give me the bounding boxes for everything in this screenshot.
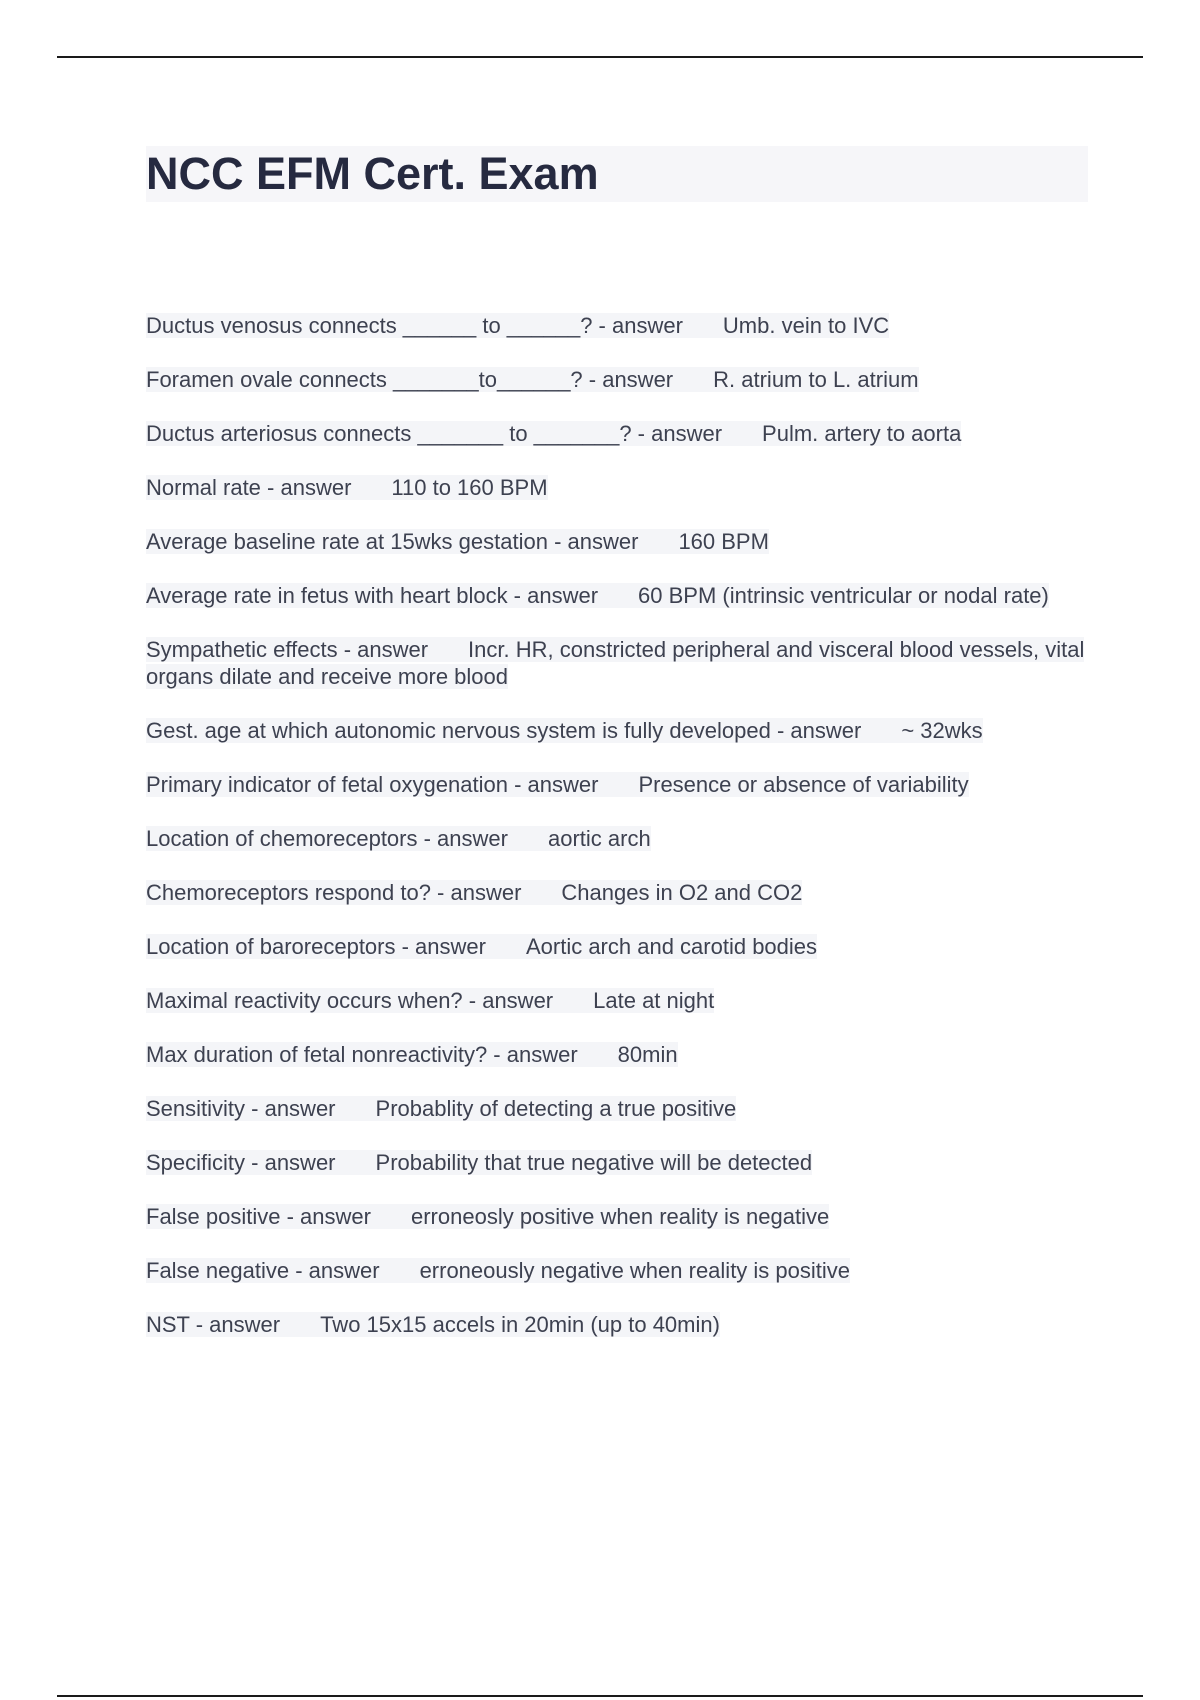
qa-answer: Incr. HR, constricted peripheral and visceral blood vessels, vital organs dilate and receive more blood bbox=[146, 637, 1085, 689]
qa-question: Average rate in fetus with heart block - answer bbox=[146, 583, 599, 608]
qa-answer: Presence or absence of variability bbox=[638, 772, 969, 797]
qa-question: Sympathetic effects - answer bbox=[146, 637, 429, 662]
qa-item bbox=[146, 420, 1088, 447]
qa-item bbox=[146, 474, 1088, 501]
qa-answer: erroneously negative when reality is positive bbox=[419, 1258, 851, 1283]
qa-answer: 160 BPM bbox=[678, 529, 769, 554]
qa-item bbox=[146, 366, 1088, 393]
qa-item bbox=[146, 528, 1088, 555]
qa-question: Gest. age at which autonomic nervous system is fully developed - answer bbox=[146, 718, 862, 743]
qa-answer: Two 15x15 accels in 20min (up to 40min) bbox=[320, 1312, 720, 1337]
qa-question: Location of baroreceptors - answer bbox=[146, 934, 486, 959]
qa-answer: Pulm. artery to aorta bbox=[762, 421, 962, 446]
qa-question: Specificity - answer bbox=[146, 1150, 336, 1175]
qa-answer: Probablity of detecting a true positive bbox=[375, 1096, 737, 1121]
qa-answer: 60 BPM (intrinsic ventricular or nodal rate) bbox=[638, 583, 1049, 608]
qa-question: False negative - answer bbox=[146, 1258, 380, 1283]
qa-item bbox=[146, 312, 1088, 339]
qa-item bbox=[146, 825, 1088, 852]
top-divider bbox=[57, 56, 1143, 58]
qa-item bbox=[146, 879, 1088, 906]
qa-item bbox=[146, 1257, 1088, 1284]
qa-item bbox=[146, 1203, 1088, 1230]
qa-item bbox=[146, 1311, 1088, 1338]
qa-item bbox=[146, 933, 1088, 960]
qa-question: Foramen ovale connects _______to______? - answer bbox=[146, 367, 674, 392]
qa-item bbox=[146, 636, 1088, 690]
qa-question: Primary indicator of fetal oxygenation - answer bbox=[146, 772, 599, 797]
qa-item bbox=[146, 1041, 1088, 1068]
qa-question: Max duration of fetal nonreactivity? - answer bbox=[146, 1042, 578, 1067]
qa-list bbox=[146, 312, 1088, 1365]
qa-answer: 80min bbox=[617, 1042, 678, 1067]
qa-answer: erroneosly positive when reality is negative bbox=[410, 1204, 830, 1229]
qa-answer: Changes in O2 and CO2 bbox=[561, 880, 803, 905]
qa-question: Sensitivity - answer bbox=[146, 1096, 336, 1121]
qa-item bbox=[146, 1149, 1088, 1176]
qa-question: False positive - answer bbox=[146, 1204, 371, 1229]
qa-item bbox=[146, 1095, 1088, 1122]
qa-answer: Umb. vein to IVC bbox=[722, 313, 890, 338]
qa-question: Maximal reactivity occurs when? - answer bbox=[146, 988, 554, 1013]
qa-item bbox=[146, 717, 1088, 744]
qa-item bbox=[146, 987, 1088, 1014]
document-title: NCC EFM Cert. Exam bbox=[146, 148, 599, 199]
qa-question: NST - answer bbox=[146, 1312, 281, 1337]
qa-question: Ductus venosus connects ______ to ______? - answer bbox=[146, 313, 683, 338]
qa-item bbox=[146, 771, 1088, 798]
qa-item bbox=[146, 582, 1088, 609]
qa-answer: Aortic arch and carotid bodies bbox=[525, 934, 818, 959]
qa-question: Chemoreceptors respond to? - answer bbox=[146, 880, 522, 905]
qa-question: Location of chemoreceptors - answer bbox=[146, 826, 508, 851]
qa-answer: Probability that true negative will be detected bbox=[375, 1150, 813, 1175]
qa-question: Ductus arteriosus connects _______ to _______? - answer bbox=[146, 421, 723, 446]
qa-question: Average baseline rate at 15wks gestation - answer bbox=[146, 529, 639, 554]
qa-answer: ~ 32wks bbox=[901, 718, 983, 743]
qa-answer: Late at night bbox=[593, 988, 715, 1013]
qa-answer: 110 to 160 BPM bbox=[391, 475, 548, 500]
qa-answer: aortic arch bbox=[547, 826, 651, 851]
bottom-divider bbox=[57, 1695, 1143, 1697]
qa-answer: R. atrium to L. atrium bbox=[713, 367, 919, 392]
qa-question: Normal rate - answer bbox=[146, 475, 352, 500]
